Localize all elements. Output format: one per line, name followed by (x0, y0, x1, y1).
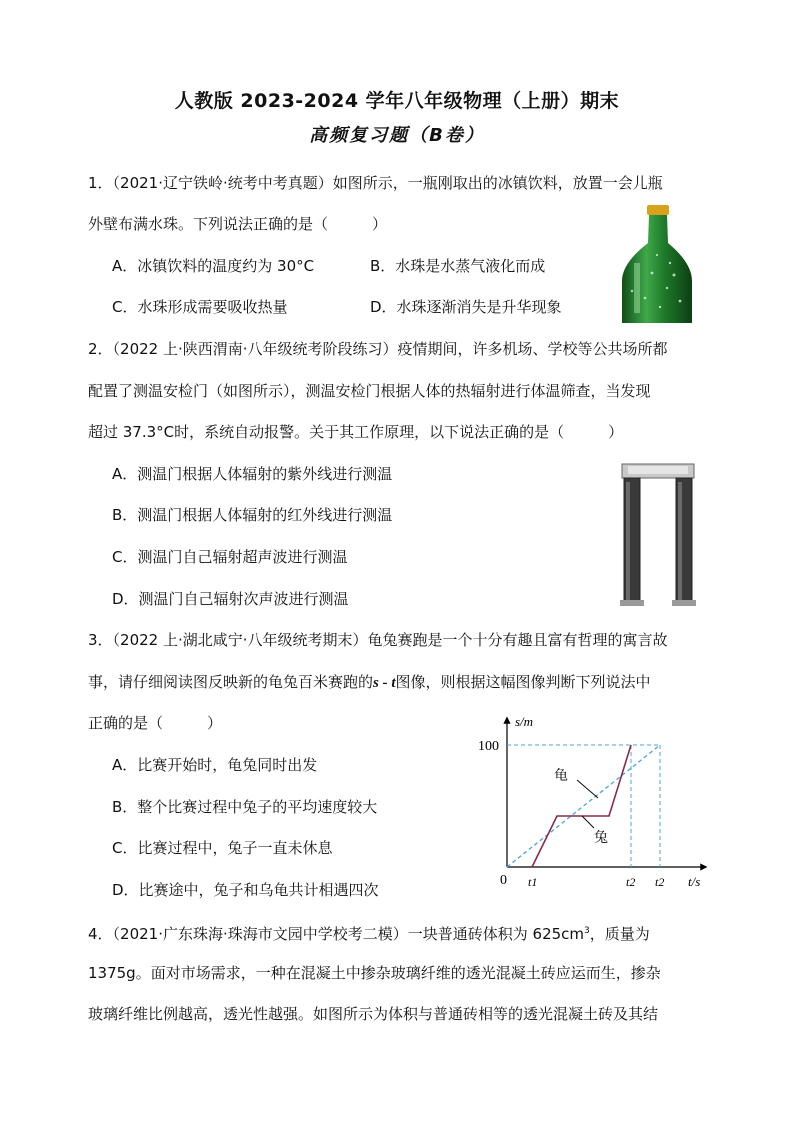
y-tick-100: 100 (478, 739, 499, 754)
q1-stem-line1: 1．（2021·辽宁铁岭·统考中考真题）如图所示，一瓶刚取出的冰镇饮料，放置一会儿瓶 (88, 174, 663, 192)
x-tick-t2-rabbit: t2 (626, 875, 636, 889)
q1-option-c: C．水珠形成需要吸收热量 (112, 298, 288, 316)
rabbit-line (532, 745, 631, 867)
rabbit-pointer (582, 816, 594, 828)
q2-stem-line2: 配置了测温安检门（如图所示），测温安检门根据人体的热辐射进行体温筛查，当发现 (88, 382, 651, 400)
turtle-label: 龟 (554, 768, 568, 784)
q3-stem-line3: 正确的是（ ） (88, 714, 223, 732)
y-axis-label: s/m (515, 714, 534, 729)
st-graph (470, 712, 715, 894)
q1-option-d: D．水珠逐渐消失是升华现象 (370, 298, 562, 316)
q1-stem-line2: 外壁布满水珠。下列说法正确的是（ ） (88, 215, 388, 233)
x-tick-t2-turtle: t2 (655, 875, 665, 889)
beer-bottle-image (612, 203, 702, 323)
q2-option-a: A．测温门根据人体辐射的紫外线进行测温 (112, 465, 393, 483)
q3-stem-line2: 事，请仔细阅读图反映新的龟兔百米赛跑的s - t图像，则根据这幅图像判断下列说法中 (88, 673, 651, 691)
x-axis-label: t/s (688, 874, 701, 889)
page-title: 人教版 2023-2024 学年八年级物理（上册）期末 (174, 90, 620, 112)
rabbit-label: 兔 (594, 830, 608, 846)
q3-st-variable: s - t (373, 675, 396, 691)
q1-option-b: B．水珠是水蒸气液化而成 (370, 257, 546, 275)
turtle-pointer (577, 780, 598, 798)
q2-option-c: C．测温门自己辐射超声波进行测温 (112, 548, 348, 566)
page-subtitle: 高频复习题（B卷） (309, 125, 485, 146)
q4-stem-line2: 1375g。面对市场需求，一种在混凝土中掺杂玻璃纤维的透光混凝土砖应运而生，掺杂 (88, 964, 661, 982)
origin-label: 0 (500, 873, 507, 888)
x-tick-t1: t1 (528, 875, 538, 889)
q3-option-b: B．整个比赛过程中兔子的平均速度较大 (112, 798, 378, 816)
q2-stem-line1: 2．（2022 上·陕西渭南·八年级统考阶段练习）疫情期间，许多机场、学校等公共场所都 (88, 340, 668, 358)
q4-stem-line3: 玻璃纤维比例越高，透光性越强。如图所示为体积与普通砖相等的透光混凝土砖及其结 (88, 1005, 659, 1023)
q3-option-c: C．比赛过程中，兔子一直未休息 (112, 839, 333, 857)
q3-option-d: D．比赛途中，兔子和乌龟共计相遇四次 (112, 881, 379, 899)
q2-option-b: B．测温门根据人体辐射的红外线进行测温 (112, 506, 393, 524)
q1-option-a: A．冰镇饮料的温度约为 30°C (112, 257, 315, 275)
q4-stem-line1: 4．（2021·广东珠海·珠海市文园中学校考二模）一块普通砖体积为 $625cm^3$，质量为 (88, 925, 650, 943)
q3-option-a: A．比赛开始时，龟兔同时出发 (112, 756, 318, 774)
turtle-line (507, 745, 660, 867)
q3-stem-line1: 3．（2022 上·湖北咸宁·八年级统考期末）龟兔赛跑是一个十分有趣且富有哲理的寓言故 (88, 631, 668, 649)
security-gate-image (618, 460, 698, 610)
q2-stem-line3: 超过 37.3°C时，系统自动报警。关于其工作原理，以下说法正确的是（ ） (88, 423, 624, 441)
q2-option-d: D．测温门自己辐射次声波进行测温 (112, 590, 349, 608)
